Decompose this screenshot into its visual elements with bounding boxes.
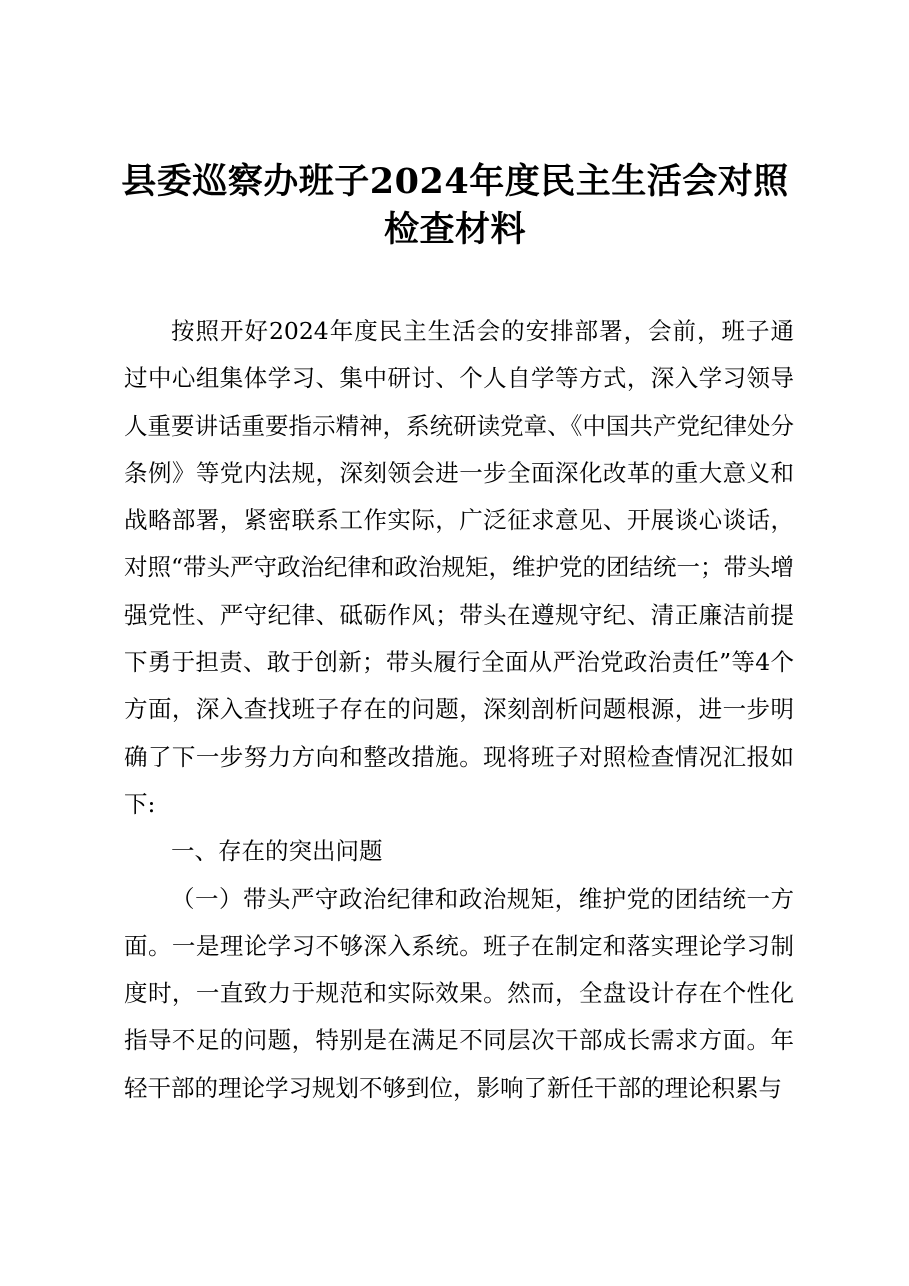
document-title: 县委巡察办班子2024年度民主生活会对照检查材料 [121,161,789,250]
section-heading: 一、存在的突出问题 [171,837,383,866]
document-body [124,308,794,1112]
section-paragraph: （一）带头严守政治纪律和政治规矩，维护党的团结统一方面。一是理论学习不够深入系统。班子在制定和落实理论学习制度时，一直致力于规范和实际效果。然而，全盘设计存在个性化指导不足的问题，特别是在满足不同层次干部成长需求方面。年轻干部的理论学习规划不够到位，影响了新任干部的理论积累与 [124,884,794,1102]
intro-paragraph: 按照开好2024年度民主生活会的安排部署，会前，班子通过中心组集体学习、集中研讨、个人自学等方式，深入学习领导人重要讲话重要指示精神，系统研读党章、《中国共产党纪律处分条例》等党内法规，深刻领会进一步全面深化改革的重大意义和战略部署，紧密联系工作实际，广泛征求意见、开展谈心谈话，对照“带头严守政治纪律和政治规矩，维护党的团结统一；带头增强党性、严守纪律、砥砺作风；带头在遵规守纪、清正廉洁前提下勇于担责、敢于创新；带头履行全面从严治党政治责任”等4个方面，深入查找班子存在的问题，深刻剖析问题根源，进一步明确了下一步努力方向和整改措施。现将班子对照检查情况汇报如下: [124,317,795,818]
